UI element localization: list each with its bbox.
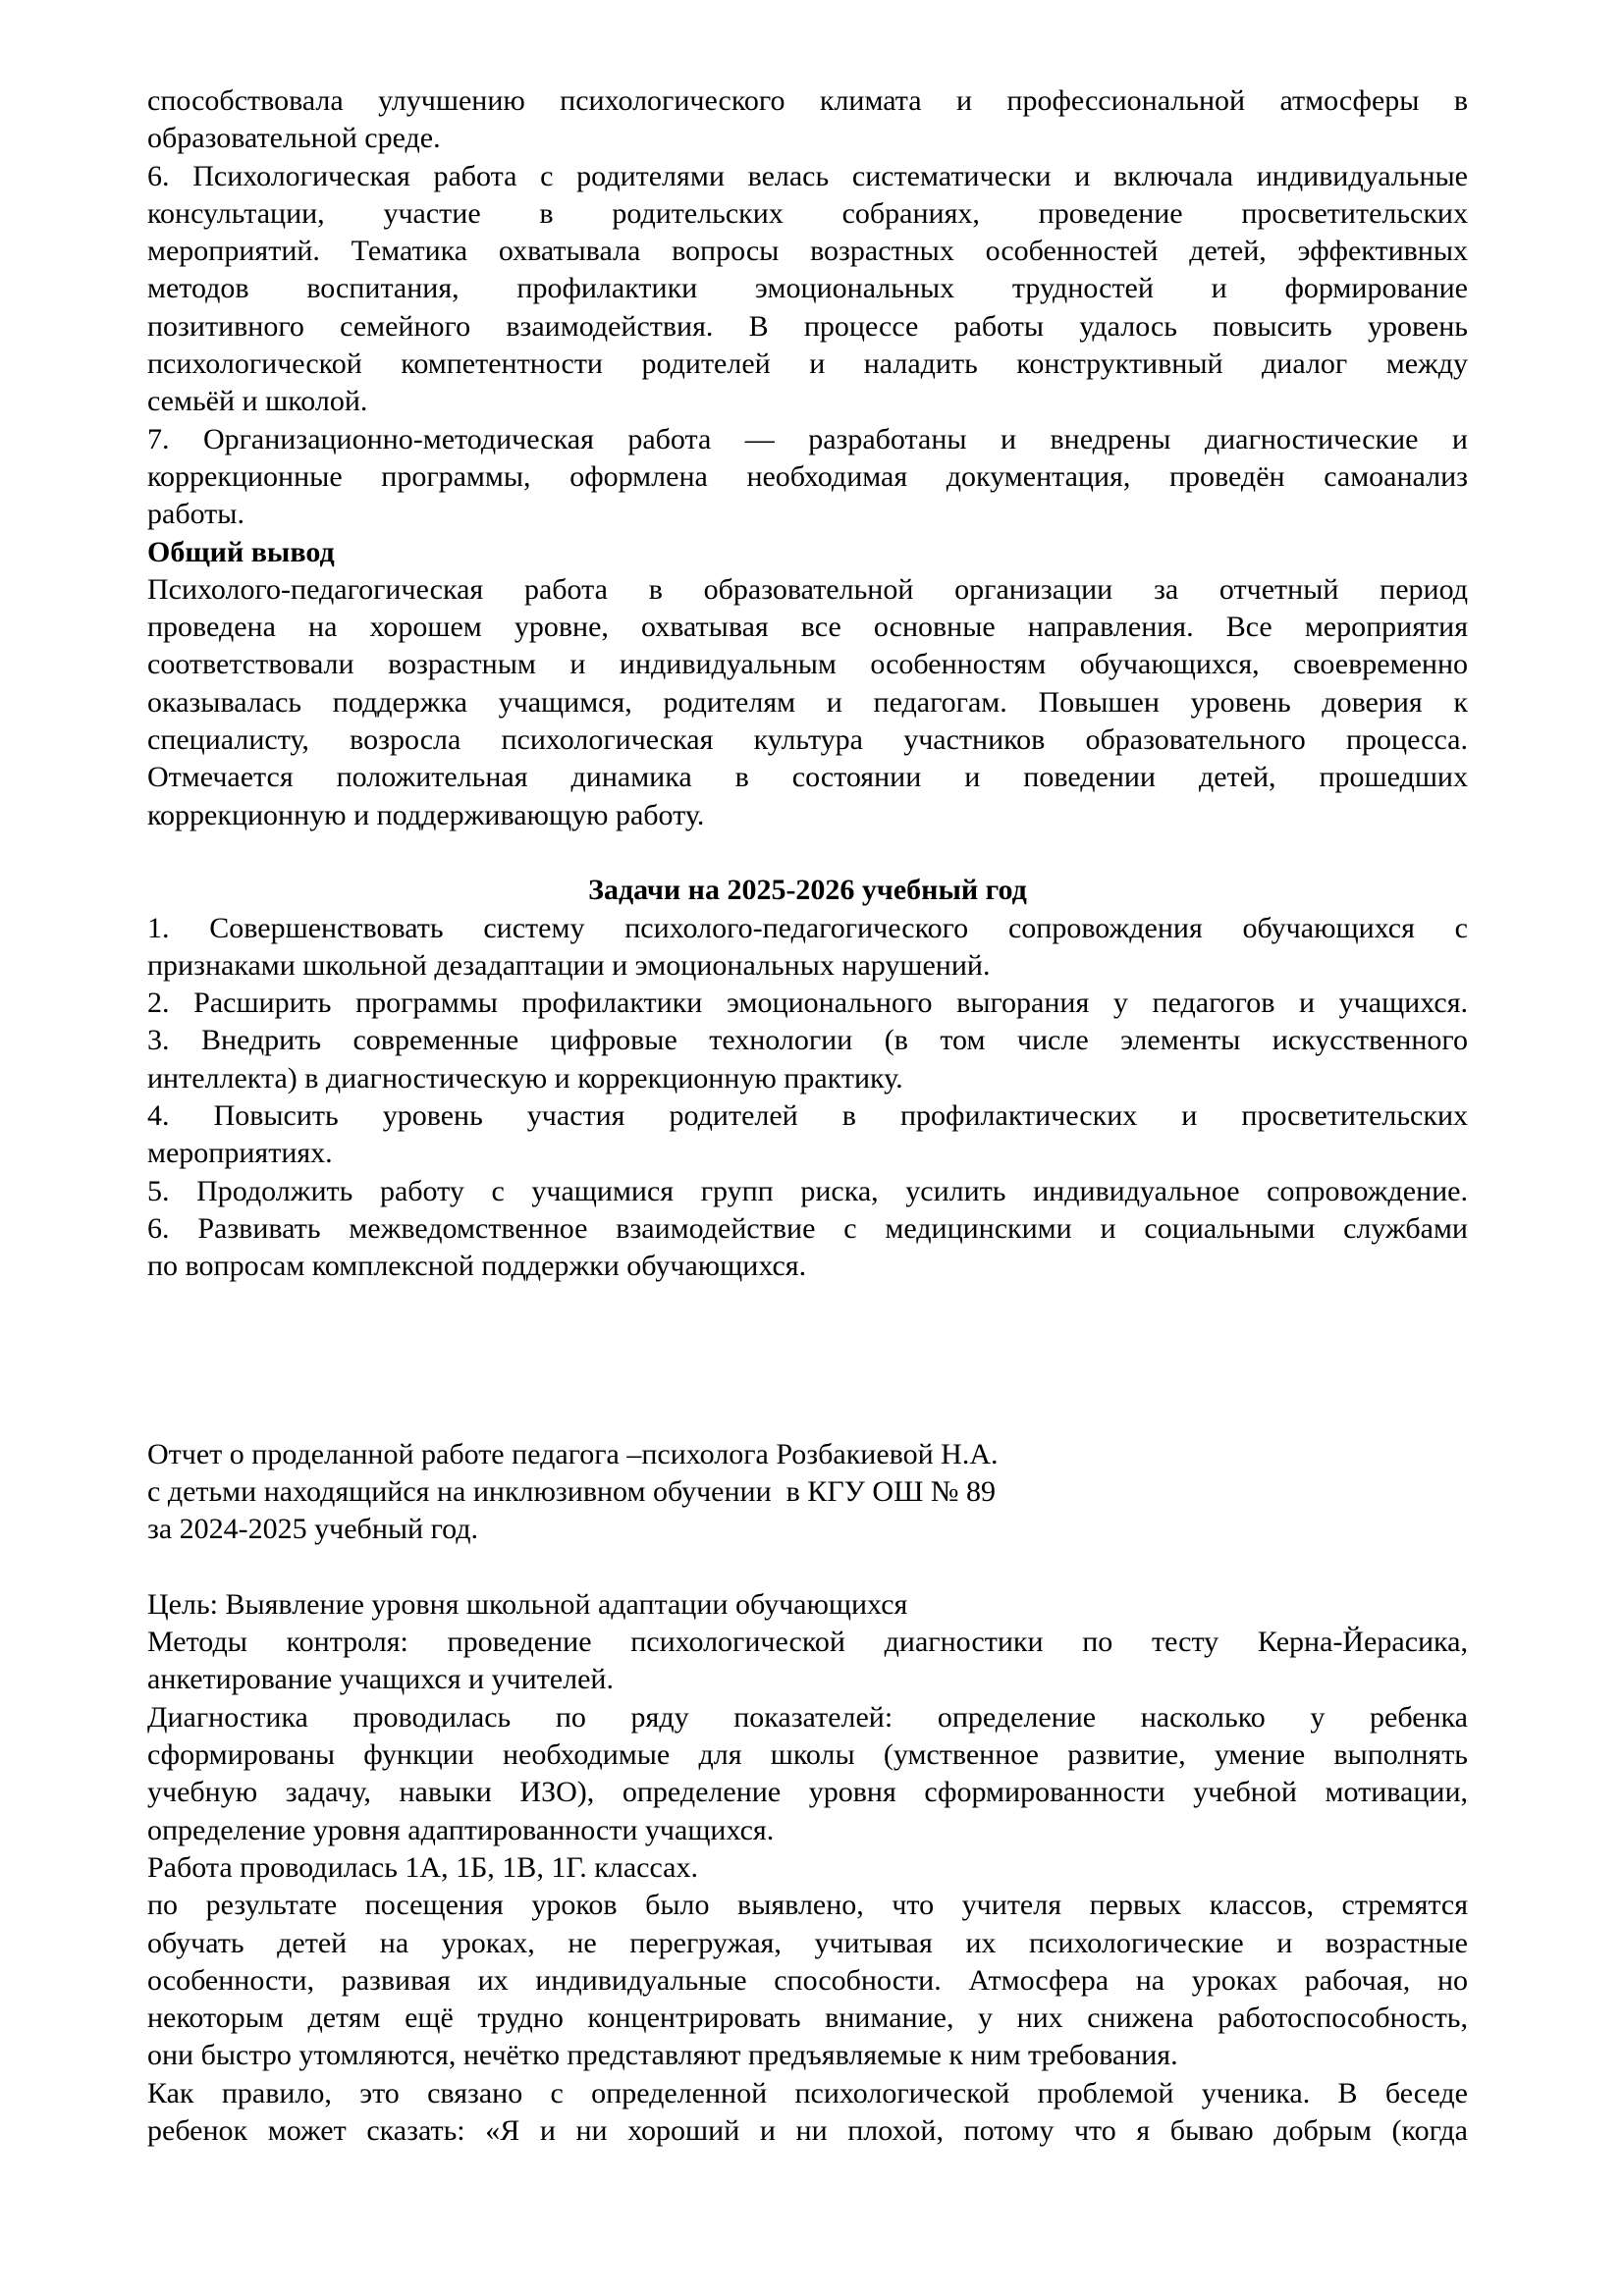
paragraph (147, 82, 1468, 158)
text-line: по результате посещения уроков было выявлено, что учителя первых классов, стремятся (147, 1889, 1468, 1922)
paragraph (147, 571, 1468, 834)
text-line: специалисту, возросла психологическая культура участников образовательного процесса. (147, 723, 1468, 757)
text-line: коррекционные программы, оформлена необходимая документация, проведён самоанализ (147, 459, 1468, 493)
section-heading (147, 872, 1468, 909)
text-line: определение уровня адаптированности учащихся. (147, 1813, 775, 1846)
text-line: 2. Расширить программы профилактики эмоционального выгорания у педагогов и учащихся. (147, 987, 1468, 1020)
text-line: ребенок может сказать: «Я и ни хороший и ни плохой, потому что я бываю добрым (когда (147, 2114, 1468, 2148)
document-body (147, 82, 1468, 2150)
text-line: проведена на хорошем уровне, охватывая все основные направления. Все мероприятия (147, 611, 1468, 644)
text-line: сформированы функции необходимые для школы (умственное развитие, умение выполнять (147, 1738, 1468, 1772)
paragraph (147, 421, 1468, 534)
paragraph (147, 1699, 1468, 1849)
blank-space (147, 1286, 1468, 1436)
text-line: образовательной среде. (147, 122, 441, 155)
paragraph (147, 910, 1468, 986)
text-line: учебную задачу, навыки ИЗО), определение уровня сформированности учебной мотивации, (147, 1776, 1468, 1809)
text-line: мероприятий. Тематика охватывала вопросы возрастных особенностей детей, эффективных (147, 235, 1468, 268)
text-line: интеллекта) в диагностическую и коррекционную практику. (147, 1061, 903, 1095)
text-line: анкетирование учащихся и учителей. (147, 1663, 614, 1696)
paragraph (147, 2075, 1468, 2151)
paragraph (147, 1173, 1468, 1210)
text-line: 4. Повысить уровень участия родителей в профилактических и просветительских (147, 1099, 1468, 1133)
text-line: признаками школьной дезадаптации и эмоциональных нарушений. (147, 948, 991, 982)
paragraph (147, 158, 1468, 421)
text-line: некоторым детям ещё трудно концентрировать внимание, у них снижена работоспособность, (147, 2002, 1468, 2035)
text-line: Цель: Выявление уровня школьной адаптации обучающихся (147, 1587, 908, 1621)
text-line: 3. Внедрить современные цифровые технологии (в том числе элементы искусственного (147, 1024, 1468, 1057)
text-line: 6. Психологическая работа с родителями велась систематически и включала индивидуальные (147, 159, 1468, 192)
text-line: Психолого-педагогическая работа в образовательной организации за отчетный период (147, 572, 1468, 606)
text-line: методов воспитания, профилактики эмоциональных трудностей и формирование (147, 272, 1468, 305)
text-line: Работа проводилась 1А, 1Б, 1В, 1Г. классах. (147, 1850, 698, 1884)
blank-space (147, 834, 1468, 872)
paragraph (147, 1586, 1468, 1624)
text-line: оказывалась поддержка учащимся, родителям и педагогам. Повышен уровень доверия к (147, 685, 1468, 719)
paragraph (147, 1849, 1468, 1887)
text-line: 5. Продолжить работу с учащимися групп риска, усилить индивидуальное сопровождение. (147, 1174, 1468, 1207)
text-line: позитивного семейного взаимодействия. В процессе работы удалось повысить уровень (147, 309, 1468, 343)
paragraph (147, 1097, 1468, 1173)
text-line: за 2024-2025 учебный год. (147, 1513, 479, 1546)
text-line: Отчет о проделанной работе педагога –психолога Розбакиевой Н.А. (147, 1437, 999, 1470)
section-heading (147, 534, 1468, 571)
text-line: особенности, развивая их индивидуальные способности. Атмосфера на уроках рабочая, но (147, 1963, 1468, 1997)
heading-text: Задачи на 2025-2026 учебный год (588, 874, 1027, 907)
text-line: Диагностика проводилась по ряду показателей: определение насколько у ребенка (147, 1700, 1468, 1734)
text-line: способствовала улучшению психологического климата и профессиональной атмосферы в (147, 84, 1468, 117)
text-line: мероприятиях. (147, 1137, 333, 1170)
text-line: консультации, участие в родительских собраниях, проведение просветительских (147, 196, 1468, 230)
paragraph (147, 1436, 1468, 1549)
paragraph (147, 1210, 1468, 1286)
text-line: 1. Совершенствовать систему психолого-педагогического сопровождения обучающихся с (147, 911, 1468, 944)
text-line: Методы контроля: проведение психологической диагностики по тесту Керна-Йерасика, (147, 1626, 1468, 1659)
text-line: работы. (147, 498, 244, 531)
text-line: семьёй и школой. (147, 385, 368, 418)
text-line: коррекционную и поддерживающую работу. (147, 798, 705, 831)
text-line: по вопросам комплексной поддержки обучающихся. (147, 1250, 807, 1283)
text-line: соответствовали возрастным и индивидуальным особенностям обучающихся, своевременно (147, 648, 1468, 681)
text-line: обучать детей на уроках, не перегружая, учитывая их психологические и возрастные (147, 1926, 1468, 1959)
text-line: Отмечается положительная динамика в состоянии и поведении детей, прошедших (147, 761, 1468, 794)
text-line: 6. Развивать межведомственное взаимодействие с медицинскими и социальными службами (147, 1211, 1468, 1245)
text-line: с детьми находящийся на инклюзивном обучении в КГУ ОШ № 89 (147, 1474, 996, 1508)
paragraph (147, 1887, 1468, 2074)
paragraph (147, 1624, 1468, 1699)
paragraph (147, 985, 1468, 1022)
text-line: психологической компетентности родителей и наладить конструктивный диалог между (147, 347, 1468, 381)
paragraph (147, 1022, 1468, 1097)
heading-text: Общий вывод (147, 535, 335, 568)
blank-space (147, 1549, 1468, 1586)
text-line: Как правило, это связано с определенной психологической проблемой ученика. В беседе (147, 2076, 1468, 2109)
text-line: 7. Организационно-методическая работа — разработаны и внедрены диагностические и (147, 422, 1468, 455)
text-line: они быстро утомляются, нечётко представляют предъявляемые к ним требования. (147, 2039, 1178, 2072)
